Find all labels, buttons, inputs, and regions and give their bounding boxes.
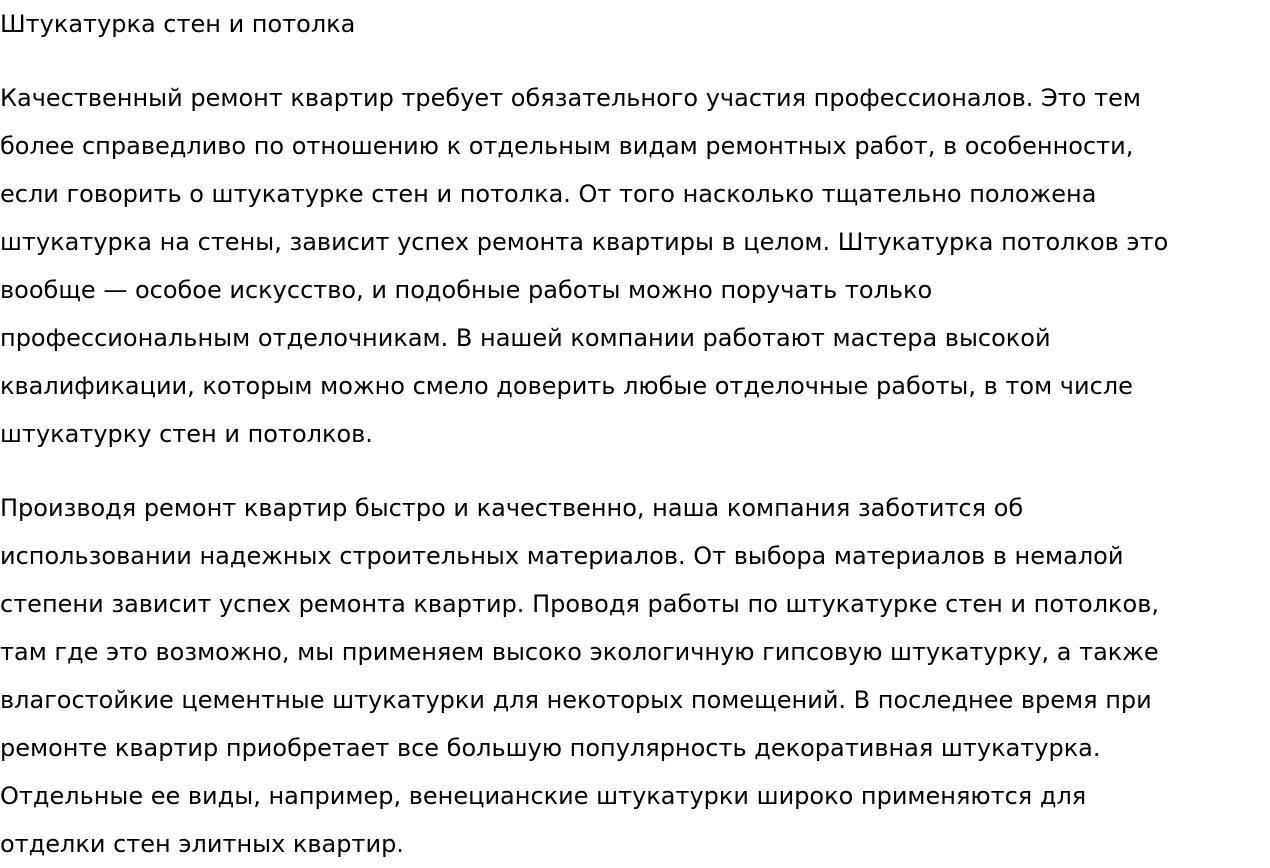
paragraph-line: квалификации, которым можно смело доверить любые отделочные работы, в том числе (0, 372, 1133, 400)
paragraph-line: влагостойкие цементные штукатурки для некоторых помещений. В последнее время при (0, 686, 1152, 714)
paragraph-line: более справедливо по отношению к отдельным видам ремонтных работ, в особенности, (0, 132, 1134, 160)
article-title: Штукатурка стен и потолка (0, 10, 356, 38)
paragraph-line: отделки стен элитных квартир. (0, 830, 404, 858)
paragraph-line: степени зависит успех ремонта квартир. Проводя работы по штукатурке стен и потолков, (0, 590, 1159, 618)
paragraph-line: Отдельные ее виды, например, венецианские штукатурки широко применяются для (0, 782, 1087, 810)
paragraph-line: использовании надежных строительных материалов. От выбора материалов в немалой (0, 542, 1124, 570)
paragraph-line: профессиональным отделочникам. В нашей компании работают мастера высокой (0, 324, 1051, 352)
paragraph-line: штукатурка на стены, зависит успех ремонта квартиры в целом. Штукатурка потолков это (0, 228, 1169, 256)
paragraph-line: вообще — особое искусство, и подобные работы можно поручать только (0, 276, 933, 304)
paragraph-line: если говорить о штукатурке стен и потолка. От того насколько тщательно положена (0, 180, 1097, 208)
paragraph-line: там где это возможно, мы применяем высоко экологичную гипсовую штукатурку, а также (0, 638, 1159, 666)
paragraph-line: штукатурку стен и потолков. (0, 420, 373, 448)
paragraph-line: ремонте квартир приобретает все большую популярность декоративная штукатурка. (0, 734, 1101, 762)
paragraph-line: Качественный ремонт квартир требует обязательного участия профессионалов. Это тем (0, 84, 1141, 112)
article-paragraph-1 (0, 74, 1270, 458)
paragraph-line: Производя ремонт квартир быстро и качественно, наша компания заботится об (0, 494, 1024, 522)
article-paragraph-2 (0, 484, 1270, 868)
